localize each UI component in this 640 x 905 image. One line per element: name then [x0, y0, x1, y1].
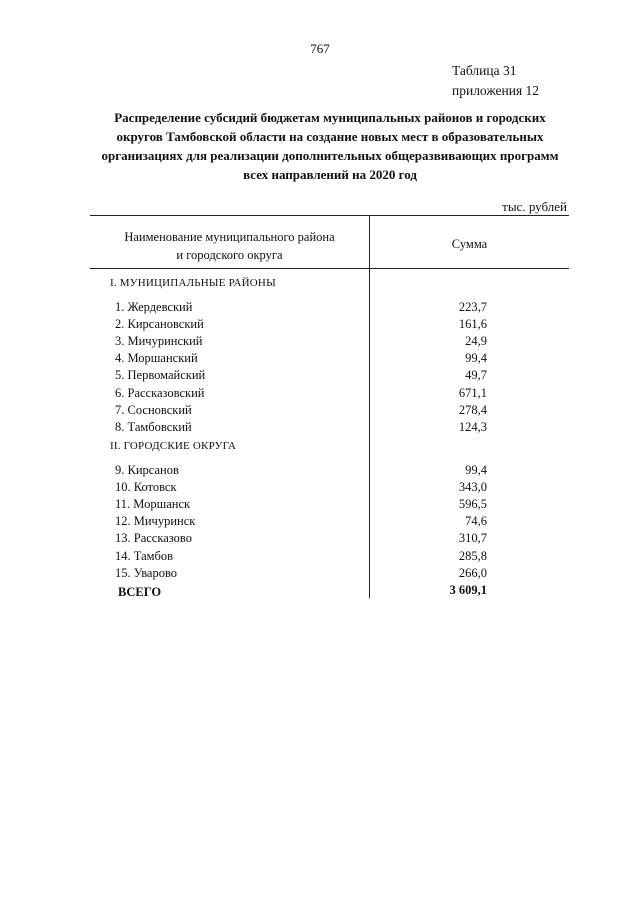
- row-value: 266,0: [458, 566, 487, 580]
- row-label: 11. Моршанск: [115, 497, 191, 511]
- title-line: организациях для реализации дополнительных общеразвивающих программ: [101, 148, 559, 163]
- table-header-border: [90, 268, 569, 269]
- row-label: 15. Уварово: [115, 566, 178, 580]
- section-heading: II. ГОРОДСКИЕ ОКРУГА: [110, 440, 237, 452]
- row-value: 671,1: [458, 386, 487, 400]
- column-header-name: [90, 228, 369, 264]
- row-value: 223,7: [458, 300, 487, 314]
- row-label: 13. Рассказово: [115, 531, 192, 545]
- row-label: 6. Рассказовский: [115, 386, 205, 400]
- title-line: всех направлений на 2020 год: [243, 167, 417, 182]
- title-line: Распределение субсидий бюджетам муниципальных районов и городских: [114, 110, 546, 125]
- row-value: 596,5: [458, 497, 487, 511]
- header-line: и городского округа: [176, 248, 283, 262]
- row-label: 9. Кирсанов: [115, 463, 179, 477]
- document-title: [90, 108, 570, 184]
- page-number: 767: [310, 41, 330, 56]
- row-label: 2. Кирсановский: [115, 317, 204, 331]
- row-value: 124,3: [458, 420, 487, 434]
- row-label: 14. Тамбов: [115, 549, 174, 563]
- row-value: 310,7: [458, 531, 487, 545]
- row-value: 99,4: [465, 463, 487, 477]
- section-heading: I. МУНИЦИПАЛЬНЫЕ РАЙОНЫ: [110, 277, 276, 289]
- row-label: 3. Мичуринский: [115, 334, 203, 348]
- column-divider: [369, 215, 370, 598]
- total-label: ВСЕГО: [118, 585, 162, 599]
- row-label: 10. Котовск: [115, 480, 177, 494]
- row-value: 343,0: [458, 480, 487, 494]
- row-label: 12. Мичуринск: [115, 514, 196, 528]
- row-value: 161,6: [458, 317, 487, 331]
- column-header-sum: Сумма: [451, 237, 488, 251]
- total-value: 3 609,1: [449, 583, 487, 597]
- row-label: 5. Первомайский: [115, 368, 206, 382]
- row-label: 8. Тамбовский: [115, 420, 192, 434]
- row-label: 4. Моршанский: [115, 351, 198, 365]
- row-value: 74,6: [465, 514, 487, 528]
- appendix-reference: приложения 12: [452, 83, 540, 98]
- row-value: 99,4: [465, 351, 487, 365]
- row-value: 49,7: [465, 368, 487, 382]
- table-top-border: [90, 215, 569, 216]
- table-reference: Таблица 31: [452, 63, 517, 78]
- header-line: Наименование муниципального района: [124, 230, 335, 244]
- row-value: 285,8: [458, 549, 487, 563]
- title-line: округов Тамбовской области на создание новых мест в образовательных: [116, 129, 544, 144]
- unit-label: тыс. рублей: [502, 199, 567, 214]
- row-value: 278,4: [458, 403, 487, 417]
- row-value: 24,9: [465, 334, 487, 348]
- row-label: 7. Сосновский: [115, 403, 192, 417]
- row-label: 1. Жердевский: [115, 300, 193, 314]
